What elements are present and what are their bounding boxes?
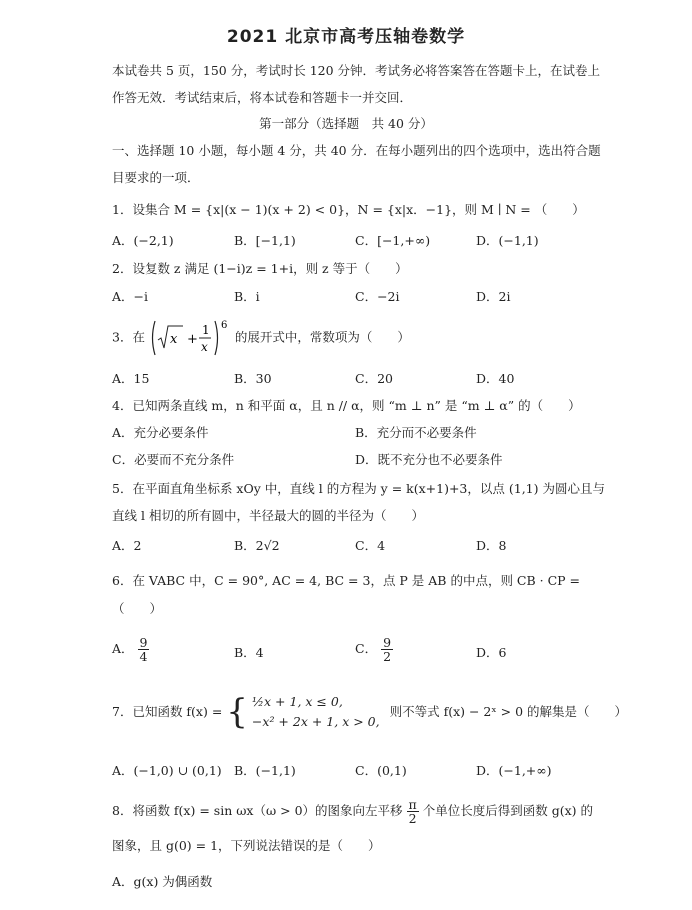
svg-text:6: 6 — [220, 320, 228, 331]
q5-option-b: B．2√2 — [234, 538, 280, 553]
q3-option-b: B．30 — [234, 371, 272, 386]
q8-shift-fraction — [407, 798, 419, 825]
q6-c-numerator: 9 — [383, 635, 392, 650]
part-heading: 第一部分（选择题 共 40 分） — [259, 116, 433, 131]
q8-line1-end: 个单位长度后得到函数 g(x) 的 — [422, 803, 593, 818]
q3-binomial-formula — [149, 318, 231, 358]
q1-option-b: B．[−1,1) — [234, 233, 296, 248]
q5-option-d: D．8 — [476, 538, 507, 553]
q1-option-d: D．(−1,1) — [476, 233, 539, 248]
q3-option-c: C．20 — [355, 371, 393, 386]
q2-option-b: B．i — [234, 289, 260, 304]
q2-option-c: C．−2i — [355, 289, 400, 304]
question-6-line-2: （ ） — [112, 601, 163, 616]
page-title: 2021 北京市高考压轴卷数学 — [226, 27, 466, 47]
q1-option-a: A．(−2,1) — [112, 233, 174, 248]
q7-option-b: B．(−1,1) — [234, 763, 296, 778]
q6-c-denominator: 2 — [383, 649, 392, 664]
section-instruction-1: 一、选择题 10 小题，每小题 4 分，共 40 分．在每小题列出的四个选项中，选出符合题 — [112, 143, 601, 158]
q7-option-c: C．(0,1) — [355, 763, 407, 778]
q4-option-b: B．充分而不必要条件 — [355, 425, 477, 440]
section-instruction-2: 目要求的一项． — [112, 170, 200, 185]
q6-a-numerator: 9 — [139, 635, 148, 650]
question-8-line-2: 图象，且 g(0) = 1，下列说法错误的是（ ） — [112, 838, 381, 853]
q3-prefix: 3．在 — [112, 329, 145, 345]
question-7-stem — [112, 692, 627, 732]
question-3-stem — [112, 318, 410, 358]
q7-piecewise-cases — [252, 692, 380, 732]
question-2-stem: 2．设复数 z 满足 (1−i)z = 1+i，则 z 等于（ ） — [112, 261, 408, 276]
q4-option-c: C．必要而不充分条件 — [112, 452, 235, 467]
q8-line1-start: 8．将函数 f(x) = sin ωx（ω > 0）的图象向左平移 — [112, 803, 403, 818]
q6-option-d: D．6 — [476, 645, 507, 660]
q2-option-a: A．−i — [112, 289, 148, 304]
q5-option-a: A．2 — [112, 538, 142, 553]
question-5-line-2: 直线 l 相切的所有圆中，半径最大的圆的半径为（ ） — [112, 508, 424, 523]
q6-option-a-label: A． — [112, 641, 134, 656]
svg-text:+: + — [186, 332, 198, 347]
q8-frac-numerator: π — [408, 797, 417, 812]
q2-option-d: D．2i — [476, 289, 511, 304]
q4-option-d: D．既不充分也不必要条件 — [355, 452, 503, 467]
q7-case-2: −x² + 2x + 1, x > 0, — [251, 714, 380, 729]
svg-text:x: x — [200, 340, 208, 354]
q6-a-denominator: 4 — [139, 649, 148, 664]
q6-option-c-label: C． — [355, 641, 378, 656]
q6-option-c — [355, 636, 393, 663]
q6-option-c-fraction — [381, 636, 393, 663]
q6-option-b: B．4 — [234, 645, 264, 660]
intro-line-1: 本试卷共 5 页，150 分，考试时长 120 分钟．考试务必将答案答在答题卡上，在试卷上 — [112, 63, 601, 78]
q6-option-a — [112, 636, 149, 663]
q7-prefix: 7．已知函数 f(x) = — [112, 704, 223, 719]
q3-option-d: D．40 — [476, 371, 515, 386]
q7-option-a: A．(−1,0) ∪ (0,1) — [112, 763, 222, 778]
q8-frac-denominator: 2 — [408, 811, 417, 826]
intro-line-2: 作答无效．考试结束后，将本试卷和答题卡一并交回． — [112, 90, 413, 105]
question-1-stem: 1．设集合 M = {x|(x − 1)(x + 2) < 0}，N = {x|x．−1}，则 M ∣ N = （ ） — [112, 202, 585, 217]
q3-option-a: A．15 — [112, 371, 150, 386]
q3-suffix: 的展开式中，常数项为（ ） — [234, 329, 410, 345]
question-8-line-1 — [112, 795, 593, 827]
q7-option-d: D．(−1,+∞) — [476, 763, 552, 778]
svg-text:x: x — [169, 332, 178, 347]
q7-brace: { — [226, 692, 248, 732]
svg-text:1: 1 — [201, 323, 210, 337]
q7-case-1: ½x + 1, x ≤ 0, — [251, 694, 343, 709]
q5-option-c: C．4 — [355, 538, 386, 553]
question-5-line-1: 5．在平面直角坐标系 xOy 中，直线 l 的方程为 y = k(x+1)+3，以点 (1,1) 为圆心且与 — [112, 481, 605, 496]
question-6-line-1: 6．在 VABC 中，C = 90°, AC = 4, BC = 3，点 P 是 AB 的中点，则 CB · CP = — [112, 573, 581, 588]
q7-suffix: 则不等式 f(x) − 2ˣ > 0 的解集是（ ） — [389, 704, 628, 719]
q8-option-a: A．g(x) 为偶函数 — [112, 874, 213, 889]
q6-option-a-fraction — [138, 636, 150, 663]
q4-option-a: A．充分必要条件 — [112, 425, 209, 440]
q1-option-c: C．[−1,+∞) — [355, 233, 431, 248]
question-4-stem: 4．已知两条直线 m，n 和平面 α，且 n // α，则 “m ⊥ n” 是 “m ⊥ α” 的（ ） — [112, 398, 581, 413]
